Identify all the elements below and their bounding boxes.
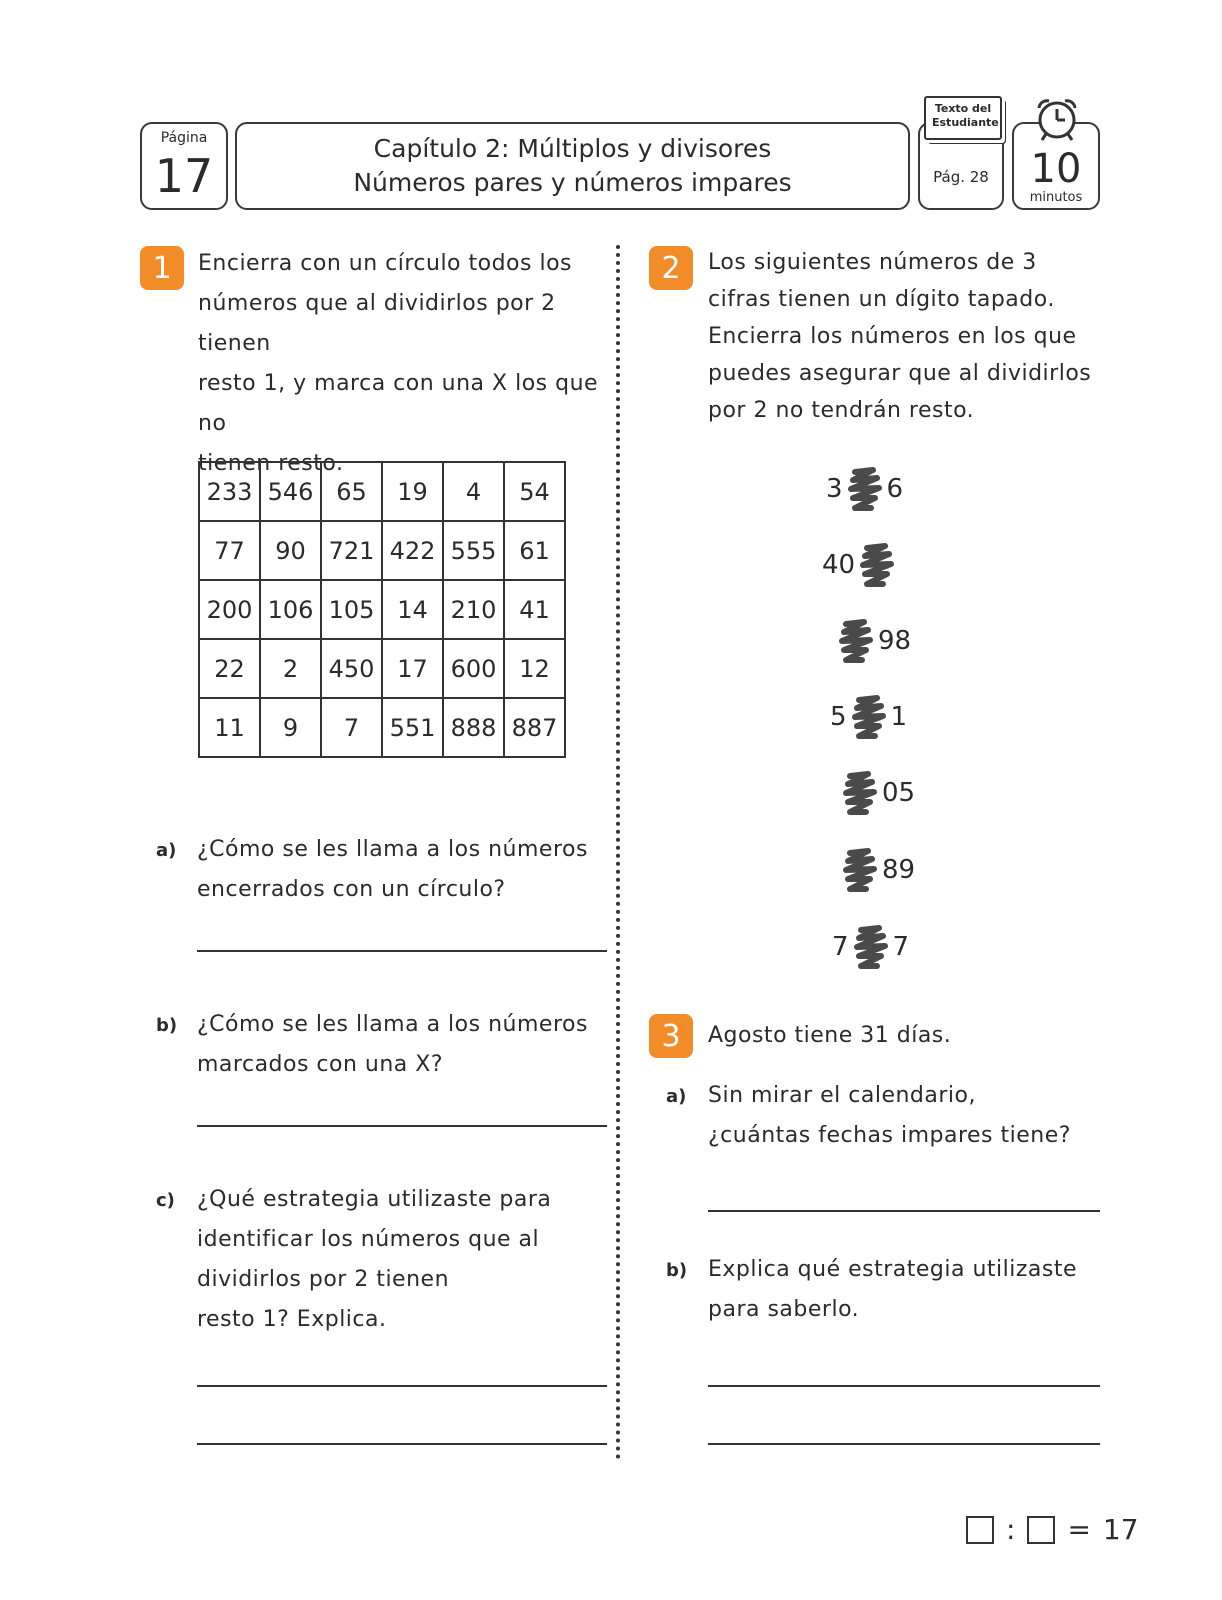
q3b-line-2: para saberlo. — [708, 1297, 860, 1322]
covered-number[interactable] — [832, 922, 909, 972]
q3b-label: b) — [666, 1260, 688, 1281]
q2-line-3: Encierra los números en los que — [708, 324, 1077, 349]
question-2-badge: 2 — [649, 246, 693, 290]
q3b-answer-line-2[interactable] — [708, 1443, 1100, 1445]
digit-after: 1 — [890, 702, 908, 732]
q1-line-2: números que al dividirlos por 2 tienen — [198, 291, 556, 356]
digit-before: 5 — [830, 702, 847, 732]
grid-cell[interactable]: 9 — [260, 698, 321, 757]
covered-number[interactable] — [834, 616, 911, 666]
chapter-subtitle: Números pares y números impares — [353, 168, 792, 197]
chapter-title: Capítulo 2: Múltiplos y divisores — [373, 134, 772, 163]
q1a-text — [197, 830, 607, 910]
grid-cell[interactable]: 90 — [260, 521, 321, 580]
question-1-badge: 1 — [140, 246, 184, 290]
grid-cell[interactable]: 4 — [443, 462, 504, 521]
scribble-icon — [857, 540, 897, 590]
grid-cell[interactable]: 54 — [504, 462, 565, 521]
question-1-text — [198, 244, 618, 484]
digit-after: 6 — [886, 474, 904, 504]
grid-cell[interactable]: 106 — [260, 580, 321, 639]
q1b-line-1: ¿Cómo se les llama a los números — [197, 1012, 588, 1037]
scribble-icon — [849, 692, 889, 742]
question-3-text: Agosto tiene 31 días. — [708, 1023, 952, 1048]
q1a-answer-line[interactable] — [197, 950, 607, 952]
q1-line-4: tienen resto. — [198, 451, 344, 476]
q1c-line-4: resto 1? Explica. — [197, 1307, 387, 1332]
q1c-line-2: identificar los números que al — [197, 1227, 540, 1252]
book-icon — [924, 96, 1002, 140]
q3b-answer-line-1[interactable] — [708, 1385, 1100, 1387]
q1b-answer-line[interactable] — [197, 1125, 607, 1127]
grid-cell[interactable]: 721 — [321, 521, 382, 580]
blank-square[interactable] — [966, 1516, 994, 1544]
digit-before: 3 — [826, 474, 843, 504]
page-number-box — [140, 122, 228, 210]
q1b-line-2: marcados con una X? — [197, 1052, 444, 1077]
grid-cell[interactable]: 19 — [382, 462, 443, 521]
q1a-line-1: ¿Cómo se les llama a los números — [197, 837, 588, 862]
grid-cell[interactable]: 233 — [199, 462, 260, 521]
grid-cell[interactable]: 17 — [382, 639, 443, 698]
q1a-label: a) — [156, 840, 177, 861]
grid-cell[interactable]: 888 — [443, 698, 504, 757]
q3a-answer-line[interactable] — [708, 1210, 1100, 1212]
scribble-icon — [840, 845, 880, 895]
grid-cell[interactable]: 887 — [504, 698, 565, 757]
q1c-text — [197, 1180, 607, 1340]
page-number: 17 — [154, 149, 214, 203]
grid-cell[interactable]: 12 — [504, 639, 565, 698]
q1c-answer-line-1[interactable] — [197, 1385, 607, 1387]
grid-cell[interactable]: 65 — [321, 462, 382, 521]
footer-equation — [966, 1513, 1139, 1546]
digit-after: 98 — [878, 626, 912, 656]
question-3-badge: 3 — [649, 1014, 693, 1058]
grid-cell[interactable]: 422 — [382, 521, 443, 580]
q1-line-1: Encierra con un círculo todos los — [198, 251, 573, 276]
textbook-label: Texto del Estudiante — [932, 102, 999, 129]
q1c-line-1: ¿Qué estrategia utilizaste para — [197, 1187, 552, 1212]
digit-after: 89 — [882, 855, 916, 885]
blank-square[interactable] — [1027, 1516, 1055, 1544]
q2-line-4: puedes asegurar que al dividirlos — [708, 361, 1092, 386]
scribble-icon — [845, 464, 885, 514]
colon-sign: : — [1006, 1513, 1016, 1546]
grid-cell[interactable]: 2 — [260, 639, 321, 698]
q2-line-2: cifras tienen un dígito tapado. — [708, 287, 1055, 312]
covered-number[interactable] — [826, 464, 903, 514]
grid-cell[interactable]: 61 — [504, 521, 565, 580]
covered-number[interactable] — [838, 845, 915, 895]
q1b-label: b) — [156, 1015, 178, 1036]
q3a-line-2: ¿cuántas fechas impares tiene? — [708, 1123, 1071, 1148]
grid-cell[interactable]: 14 — [382, 580, 443, 639]
table-row — [199, 639, 565, 698]
covered-number[interactable] — [822, 540, 899, 590]
scribble-icon — [851, 922, 891, 972]
chapter-title-box — [235, 122, 910, 210]
grid-cell[interactable]: 105 — [321, 580, 382, 639]
table-row — [199, 521, 565, 580]
number-grid — [198, 461, 566, 758]
footer-result: 17 — [1102, 1513, 1139, 1546]
grid-cell[interactable]: 41 — [504, 580, 565, 639]
digit-after: 05 — [882, 778, 916, 808]
q1c-answer-line-2[interactable] — [197, 1443, 607, 1445]
table-row — [199, 580, 565, 639]
q1c-line-3: dividirlos por 2 tienen — [197, 1267, 450, 1292]
grid-cell[interactable]: 450 — [321, 639, 382, 698]
q3a-label: a) — [666, 1086, 687, 1107]
q3b-line-1: Explica qué estrategia utilizaste — [708, 1257, 1078, 1282]
q3a-line-1: Sin mirar el calendario, — [708, 1083, 976, 1108]
table-row — [199, 698, 565, 757]
covered-number[interactable] — [830, 692, 907, 742]
grid-cell[interactable]: 22 — [199, 639, 260, 698]
grid-cell[interactable]: 210 — [443, 580, 504, 639]
scribble-icon — [840, 768, 880, 818]
table-row — [199, 462, 565, 521]
grid-cell[interactable]: 551 — [382, 698, 443, 757]
q1c-label: c) — [156, 1190, 175, 1211]
page-label: Página — [160, 130, 208, 146]
grid-cell[interactable]: 11 — [199, 698, 260, 757]
question-2-text — [708, 244, 1108, 429]
q2-line-1: Los siguientes números de 3 — [708, 250, 1037, 275]
alarm-clock-icon — [1032, 96, 1082, 144]
scribble-icon — [836, 616, 876, 666]
grid-cell[interactable]: 77 — [199, 521, 260, 580]
q1-line-3: resto 1, y marca con una X los que no — [198, 371, 599, 436]
q1b-text — [197, 1005, 607, 1085]
covered-number[interactable] — [838, 768, 915, 818]
q3b-text — [708, 1250, 1108, 1330]
grid-cell[interactable]: 7 — [321, 698, 382, 757]
digit-after: 7 — [892, 932, 910, 962]
grid-cell[interactable]: 600 — [443, 639, 504, 698]
time-value: 10 — [1030, 146, 1082, 192]
digit-before: 7 — [832, 932, 849, 962]
grid-cell[interactable]: 546 — [260, 462, 321, 521]
grid-cell[interactable]: 200 — [199, 580, 260, 639]
time-unit: minutos — [1029, 190, 1083, 205]
q1a-line-2: encerrados con un círculo? — [197, 877, 506, 902]
equals-sign: = — [1067, 1513, 1091, 1546]
digit-before: 40 — [822, 550, 856, 580]
q2-line-5: por 2 no tendrán resto. — [708, 398, 975, 423]
q3a-text — [708, 1076, 1108, 1156]
textbook-page: Pág. 28 — [933, 168, 989, 186]
grid-cell[interactable]: 555 — [443, 521, 504, 580]
